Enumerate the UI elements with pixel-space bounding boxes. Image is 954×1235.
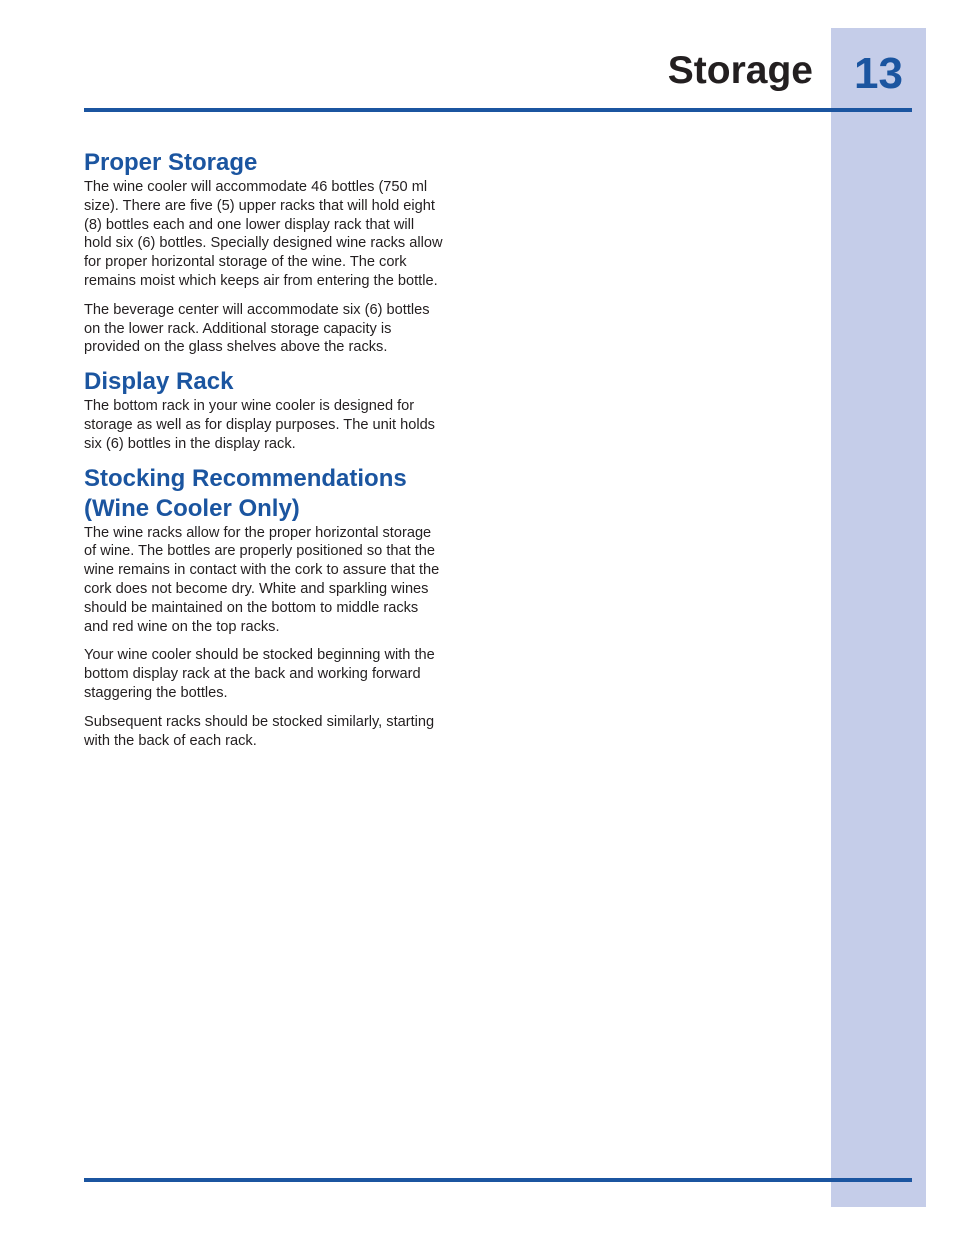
footer-rule (84, 1178, 912, 1182)
section-proper-storage (84, 148, 444, 357)
paragraph: Subsequent racks should be stocked similarly, starting with the back of each rack. (84, 713, 435, 749)
section-heading: Display Rack (84, 368, 234, 396)
header-rule (84, 108, 912, 112)
paragraph: The wine racks allow for the proper horizontal storage of wine. The bottles are properly positioned so that the wine remains in contact with the cork to assure that the cork does not become dry. White and sparkling wines should be maintained on the bottom to middle racks and red wine on the top racks. (84, 524, 440, 635)
section-heading: Stocking Recommendations (Wine Cooler Only) (84, 464, 407, 522)
main-content (84, 148, 444, 760)
page-title: Storage (667, 49, 813, 92)
page-number: 13 (854, 49, 903, 98)
side-tab-band (831, 28, 926, 1207)
section-display-rack (84, 367, 444, 453)
paragraph: The beverage center will accommodate six (6) bottles on the lower rack. Additional storage capacity is provided on the glass shelves above the racks. (84, 301, 430, 356)
paragraph: The bottom rack in your wine cooler is designed for storage as well as for display purposes. The unit holds six (6) bottles in the display rack. (84, 398, 435, 452)
paragraph: Your wine cooler should be stocked beginning with the bottom display rack at the back and working forward staggering the bottles. (84, 647, 435, 701)
section-heading: Proper Storage (84, 149, 258, 176)
section-stocking-recommendations (84, 464, 444, 751)
paragraph: The wine cooler will accommodate 46 bottles (750 ml size). There are five (5) upper racks that will hold eight (8) bottles each and one lower display rack that will hold six (6) bottles. Specially designed wine racks allow for proper horizontal storage of the wine. The cork remains moist which keeps air from entering the bottle. (84, 179, 443, 289)
